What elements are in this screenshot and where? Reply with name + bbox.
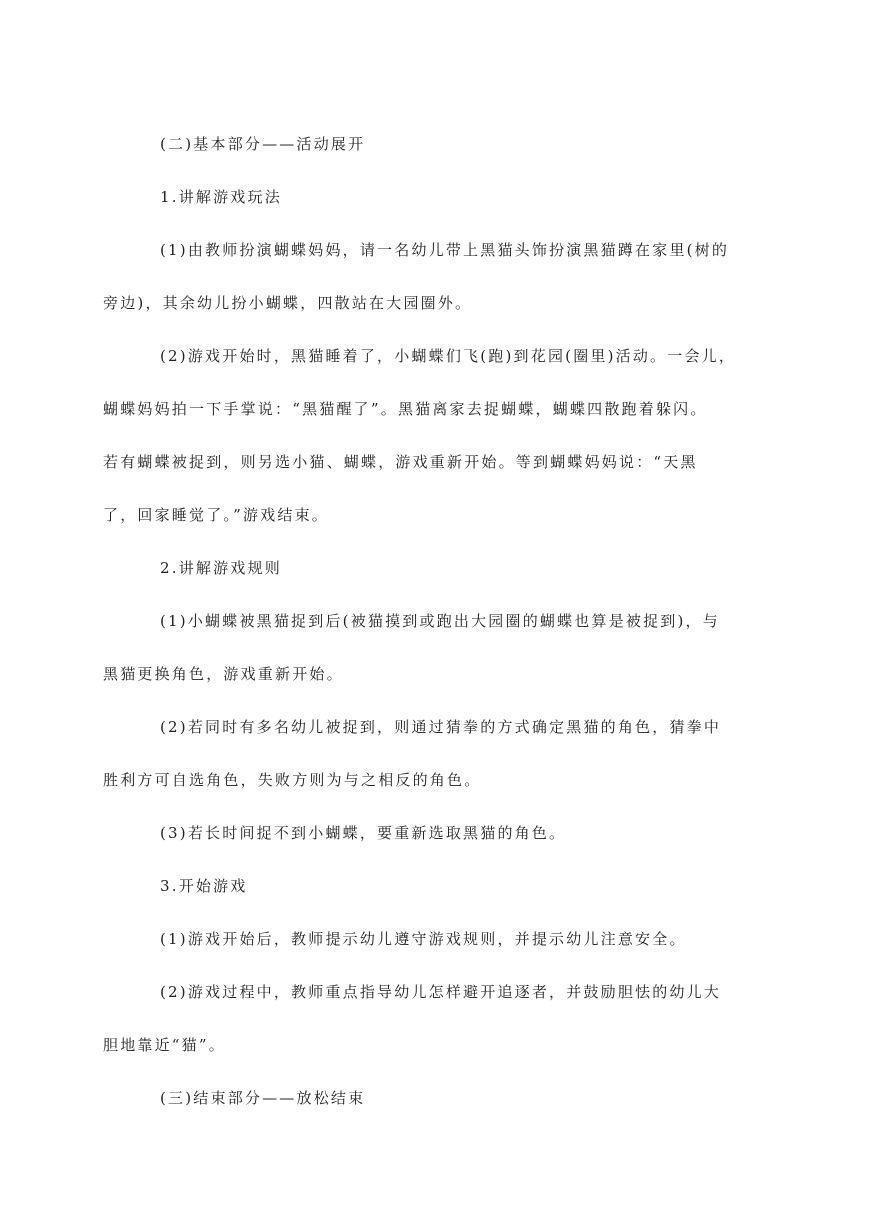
paragraph-line: 黑猫更换角色，游戏重新开始。 (103, 665, 344, 683)
paragraph-line: 若有蝴蝶被捉到，则另选小猫、蝴蝶，游戏重新开始。等到蝴蝶妈妈说：“天黑 (103, 453, 698, 471)
paragraph-line: (1)游戏开始后，教师提示幼儿遵守游戏规则，并提示幼儿注意安全。 (160, 930, 687, 948)
section-heading: (二)基本部分——活动展开 (160, 135, 366, 153)
subsection-heading: 3.开始游戏 (160, 877, 248, 895)
subsection-heading: 1.讲解游戏玩法 (160, 188, 282, 206)
paragraph-line: (3)若长时间捉不到小蝴蝶，要重新选取黑猫的角色。 (160, 824, 567, 842)
section-heading: (三)结束部分——放松结束 (160, 1089, 366, 1107)
paragraph-line: (1)由教师扮演蝴蝶妈妈，请一名幼儿带上黑猫头饰扮演黑猫蹲在家里(树的 (160, 241, 730, 259)
paragraph-line: 了，回家睡觉了。”游戏结束。 (103, 506, 329, 524)
paragraph-line: (2)游戏过程中，教师重点指导幼儿怎样避开追逐者，并鼓励胆怯的幼儿大 (160, 983, 722, 1001)
subsection-heading: 2.讲解游戏规则 (160, 559, 282, 577)
paragraph-line: (2)游戏开始时，黑猫睡着了，小蝴蝶们飞(跑)到花园(圈里)活动。一会儿， (160, 347, 737, 365)
paragraph-line: 蝴蝶妈妈拍一下手掌说：“黑猫醒了”。黑猫离家去捉蝴蝶，蝴蝶四散跑着躲闪。 (103, 400, 708, 418)
document-body (103, 131, 740, 1138)
paragraph-line: 胆地靠近“猫”。 (103, 1036, 226, 1054)
paragraph-line: (1)小蝴蝶被黑猫捉到后(被猫摸到或跑出大园圈的蝴蝶也算是被捉到)，与 (160, 612, 720, 630)
paragraph-line: 旁边)，其余幼儿扮小蝴蝶，四散站在大园圈外。 (103, 294, 473, 312)
paragraph-line: (2)若同时有多名幼儿被捉到，则通过猜拳的方式确定黑猫的角色，猜拳中 (160, 718, 722, 736)
paragraph-line: 胜利方可自选角色，失败方则为与之相反的角色。 (103, 771, 482, 789)
